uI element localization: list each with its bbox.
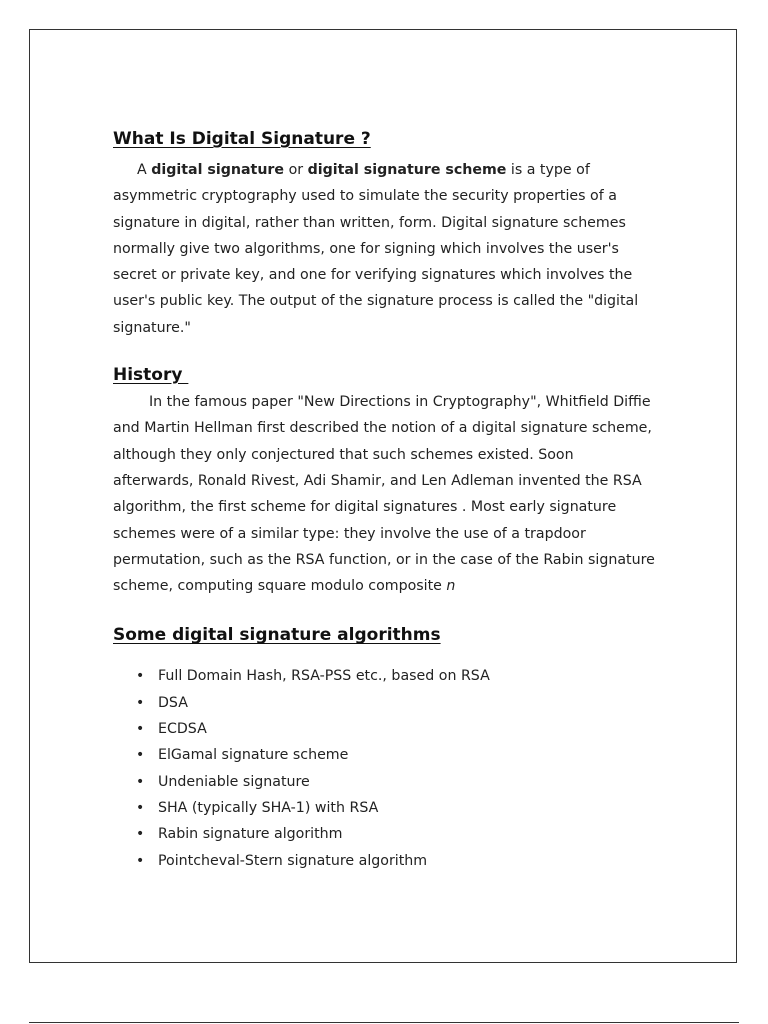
list-item-label: ElGamal signature scheme (158, 747, 349, 764)
definition-intro: A (137, 162, 152, 178)
term-digital-signature-scheme: digital signature scheme (307, 162, 507, 178)
bullet-icon: • (136, 852, 145, 869)
bullet-icon: • (136, 694, 145, 711)
history-italic-n: n (446, 578, 456, 595)
bullet-icon: • (136, 799, 145, 816)
list-item-label: SHA (typically SHA-1) with RSA (158, 799, 379, 816)
list-item-label: ECDSA (158, 721, 207, 738)
definition-or: or (284, 162, 308, 178)
list-item (113, 848, 658, 874)
list-item-label: Undeniable signature (158, 773, 310, 790)
next-page-border (29, 1022, 739, 1023)
bullet-icon: • (136, 747, 145, 764)
list-item (113, 821, 658, 847)
list-item (113, 769, 658, 795)
list-item (113, 716, 658, 742)
bullet-icon: • (136, 721, 145, 738)
algorithm-list (113, 663, 658, 873)
list-item (113, 690, 658, 716)
list-item-label: Rabin signature algorithm (158, 826, 343, 843)
list-item-label: Full Domain Hash, RSA-PSS etc., based on RSA (158, 668, 490, 685)
heading-what-is-digital-signature: What Is Digital Signature ? (113, 129, 371, 149)
bullet-icon: • (136, 668, 145, 685)
paragraph-history (113, 389, 658, 599)
list-item (113, 742, 658, 768)
list-item (113, 795, 658, 821)
heading-history: History (113, 365, 189, 386)
list-item (113, 663, 658, 689)
list-item-label: Pointcheval-Stern signature algorithm (158, 852, 428, 869)
paragraph-definition (113, 157, 658, 341)
bullet-icon: • (136, 773, 145, 790)
definition-rest: is a type of asymmetric cryptography used to simulate the security properties of a signature in digital, rather than written, form. Digital signature schemes normally give two algorithms, one for signing which involves the user's secret or private key, and one for verifying signatures which involves the user's public key. The output of the signature process is called the "digital signature." (113, 162, 639, 336)
document-body (113, 129, 658, 874)
term-digital-signature: digital signature (151, 162, 285, 178)
list-item-label: DSA (158, 694, 188, 711)
heading-algorithms: Some digital signature algorithms (113, 625, 441, 646)
history-text: In the famous paper "New Directions in Cryptography", Whitfield Diffie and Martin Hellman first described the notion of a digital signature scheme, although they only conjectured that such schemes existed. Soon afterwards, Ronald Rivest, Adi Shamir, and Len Adleman invented the RSA algorithm, the first scheme for digital signatures . Most early signature schemes were of a similar type: they involve the use of a trapdoor permutation, such as the RSA function, or in the case of the Rabin signature scheme, computing square modulo composite (113, 394, 655, 595)
bullet-icon: • (136, 826, 145, 843)
